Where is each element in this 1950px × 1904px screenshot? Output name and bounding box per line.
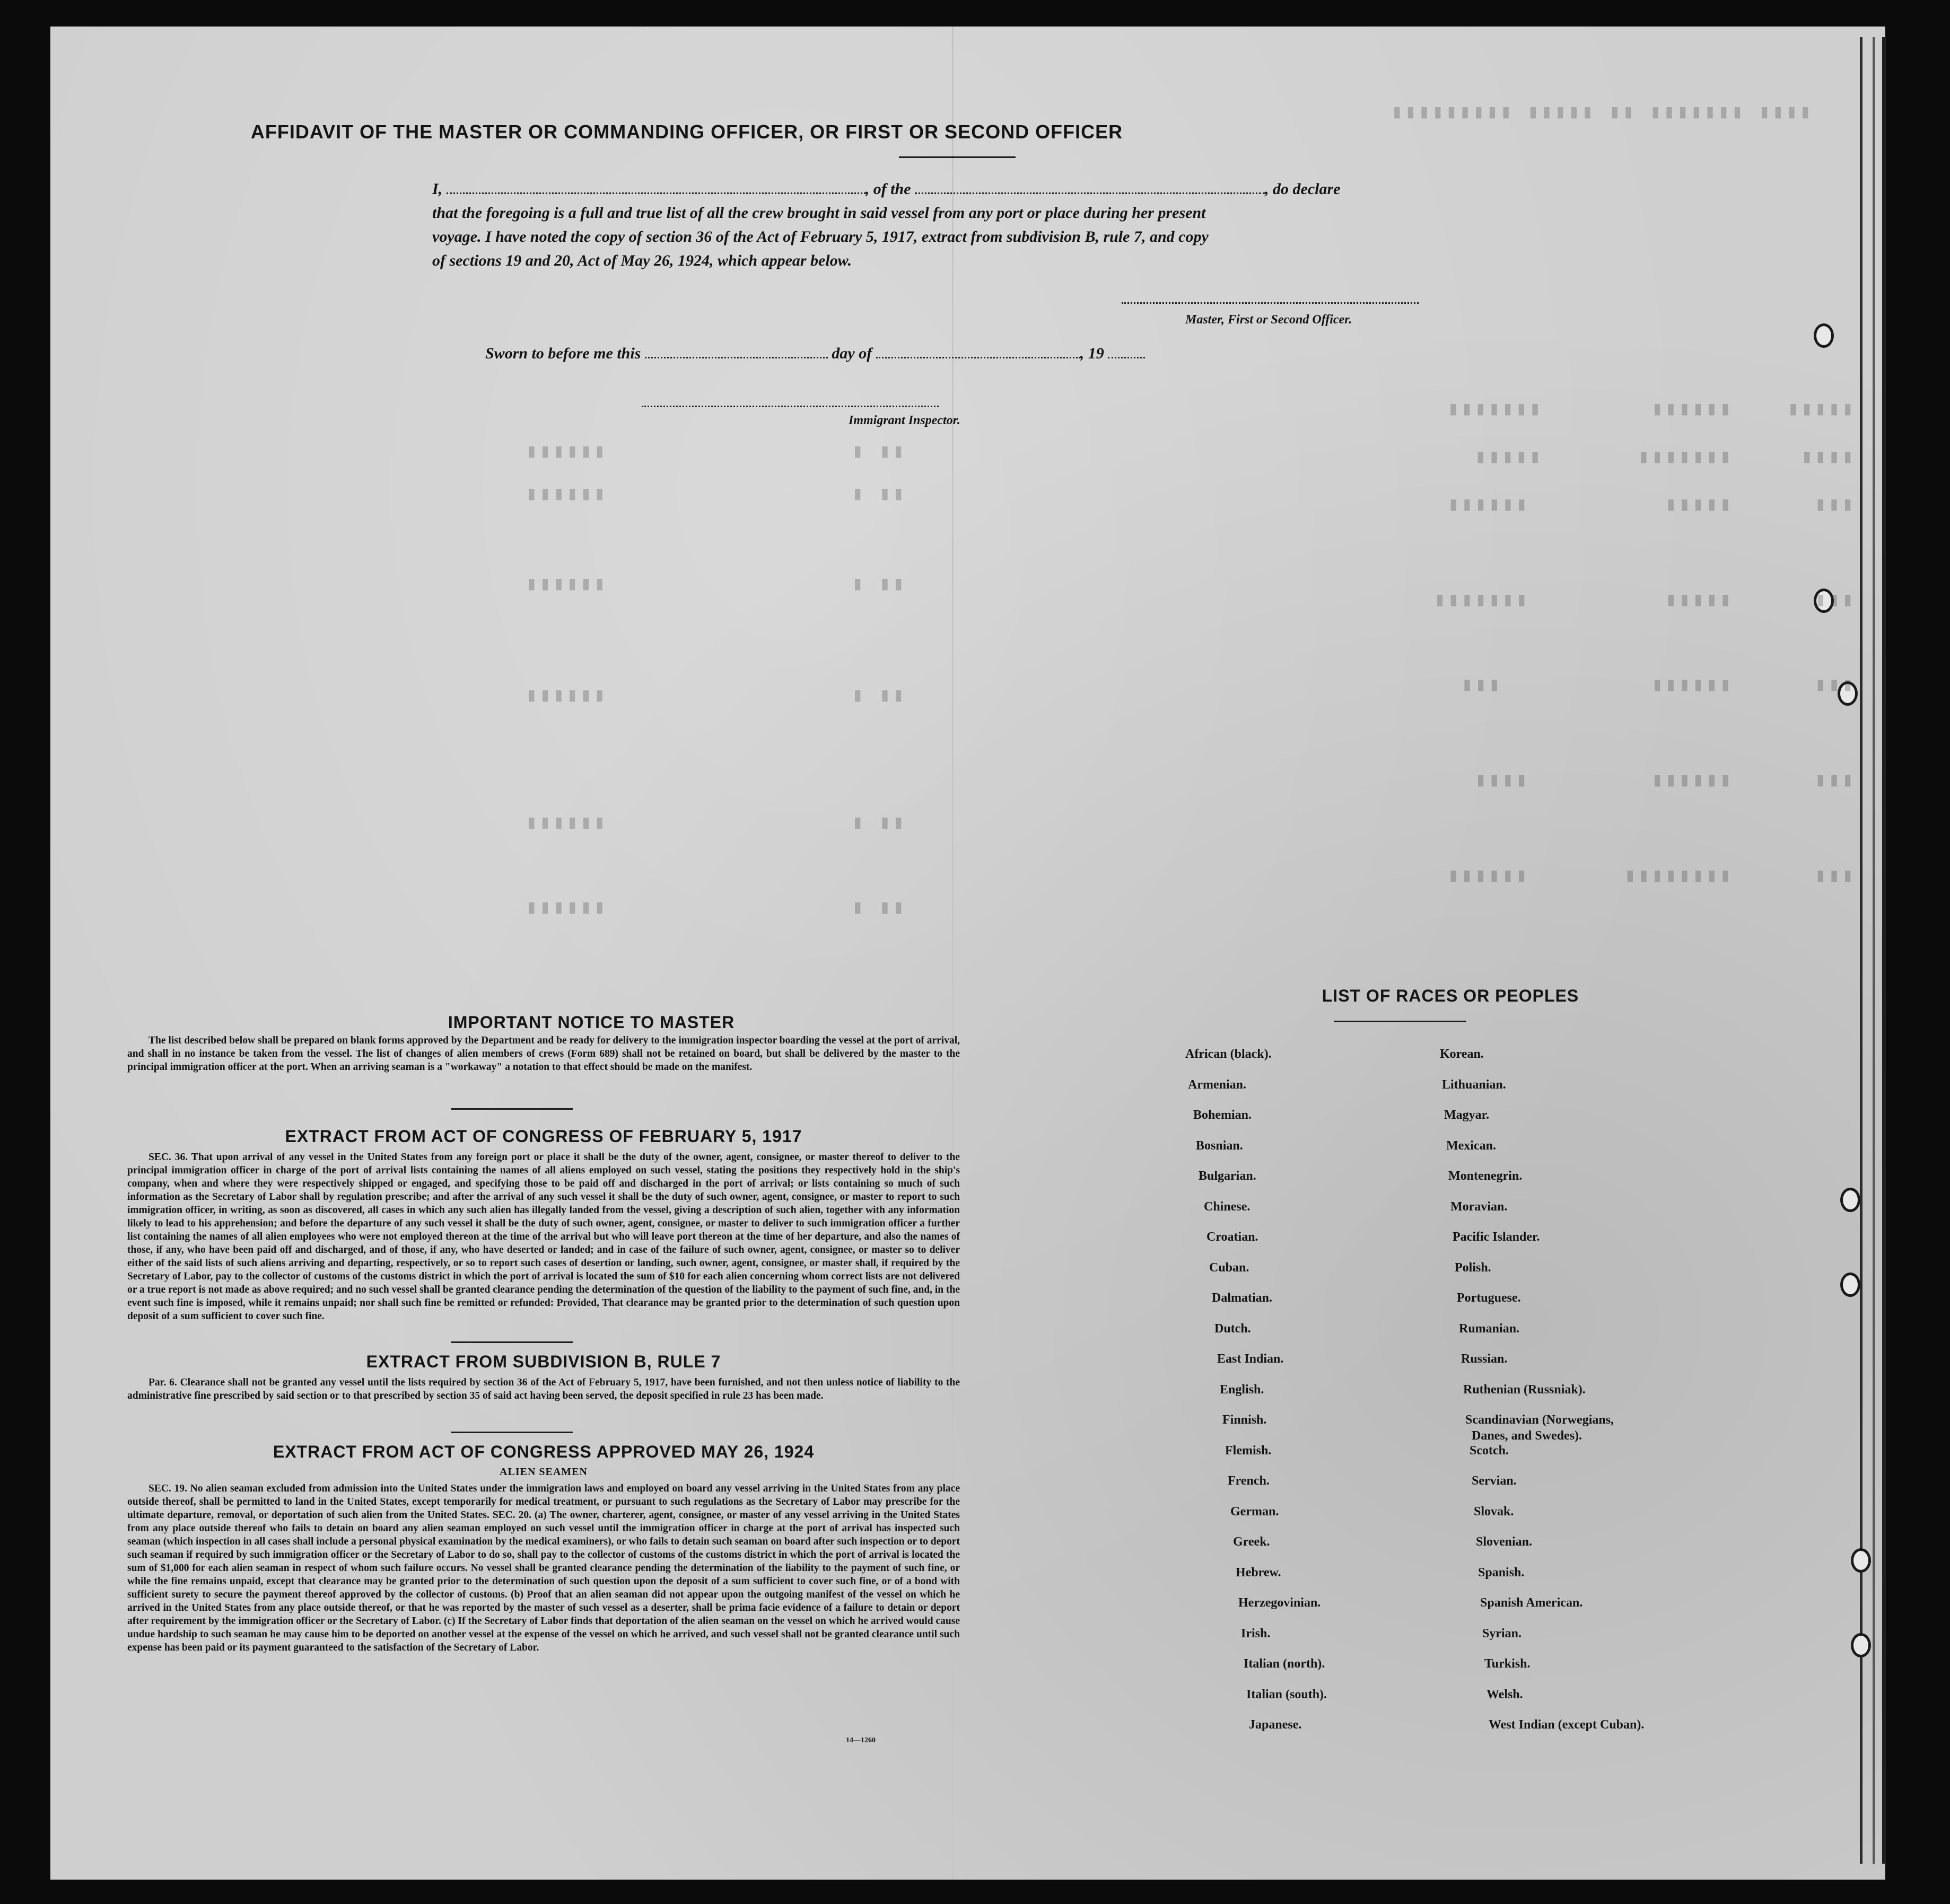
race-item: Danes, and Swedes).	[1472, 1429, 1582, 1443]
master-signature-blank[interactable]	[1122, 302, 1419, 304]
affidavit-line-3: voyage. I have noted the copy of section 36 of the Act of February 5, 1917, extract from subdivision B, rule 7, and copy	[432, 228, 1209, 245]
race-item: Hebrew.	[1236, 1565, 1281, 1580]
name-blank[interactable]	[447, 192, 865, 194]
race-item: Russian.	[1461, 1352, 1508, 1366]
sworn-text: Sworn to before me this	[485, 345, 641, 362]
race-item: Pacific Islander.	[1453, 1230, 1540, 1244]
race-item: Cuban.	[1209, 1260, 1249, 1275]
races-title: LIST OF RACES OR PEOPLES	[1322, 986, 1579, 1005]
race-item: Italian (south).	[1246, 1687, 1327, 1701]
notice-title: IMPORTANT NOTICE TO MASTER	[448, 1013, 735, 1032]
race-item: Flemish.	[1225, 1443, 1272, 1458]
race-item: Italian (north).	[1244, 1657, 1325, 1671]
affidavit-declaration-line	[432, 180, 1472, 198]
race-item: Rumanian.	[1459, 1321, 1520, 1336]
divider	[451, 1432, 573, 1433]
sworn-line	[485, 345, 1525, 363]
race-item: Magyar.	[1444, 1108, 1490, 1122]
race-item: West Indian (except Cuban).	[1489, 1718, 1645, 1732]
act-1917-text: SEC. 36. That upon arrival of any vessel in the United States from any foreign port or place it shall be the duty of the owner, agent, consignee, or master thereof to deliver to the principal immigration officer in charge of the port of arrival lists containing the names of all aliens employed on such vessel, stating the positions they respectively hold in the ship's company, when and where they were respectively shipped or engaged, and specifying those to be paid off and discharged in the port of arrival; or lists containing so much of such information as the Secretary of Labor shall by regulation prescribe; and after the arrival of any such vessel it shall be the duty of such owner, agent, consignee, or master to report to such immigration officer, in writing, as soon as discovered, all cases in which any such alien has illegally landed from the vessel, giving a description of such alien, together with any information likely to lead to his apprehension; and before the departure of any such vessel it shall be the duty of such owner, agent, consignee, or master to deliver to such immigration officer a further list containing the names of all alien employees who were not employed thereon at the time of the arrival but who will leave port thereon at the time of her departure, and also the names of those, if any, who have been paid off and discharged, and of those, if any, who have deserted or landed; and in case of the failure of such owner, agent, consignee, or master so to deliver either of the said lists of such aliens arriving and departing, respectively, or so to report such cases of desertion or landing, such owner, agent, consignee, or master shall, if required by the Secretary of Labor, pay to the collector of customs of the customs district in which the port of arrival is located the sum of $10 for each alien concerning whom correct lists are not delivered or a true report is not made as above required; and no such vessel shall be granted clearance pending the determination of the question of the liability to the payment of such fine, and, in the event such fine is imposed, while it remains unpaid; nor shall such fine be remitted or refunded: Provided, That clearance may be granted prior to the determination of such question upon deposit of a sum sufficient to cover such fine.	[127, 1152, 960, 1322]
page-edge	[1860, 37, 1862, 1864]
affidavit-line-4: of sections 19 and 20, Act of May 26, 1924, which appear below.	[432, 252, 852, 269]
form-number: 14—1260	[846, 1736, 876, 1744]
race-item: Slovenian.	[1476, 1535, 1533, 1549]
day-of-text: day of	[832, 345, 872, 362]
act-1924-title: EXTRACT FROM ACT OF CONGRESS APPROVED MAY 26, 1924	[273, 1442, 815, 1461]
race-item: Bohemian.	[1193, 1108, 1252, 1122]
race-item: Spanish American.	[1480, 1596, 1583, 1610]
divider	[451, 1108, 573, 1110]
race-item: Bulgarian.	[1199, 1169, 1256, 1183]
inspector-label: Immigrant Inspector.	[849, 414, 960, 427]
notice-text: The list described below shall be prepared on blank forms approved by the Department and be ready for delivery to the immigration inspector boarding the vessel at the port of arrival, and shall in no instance be taken from the vessel. The list of changes of alien members of crews (Form 689) shall not be retained on board, but shall be delivered by the master to the principal immigration officer at the port. When an arriving seaman is a "workaway" a notation to that effect should be made on the manifest.	[127, 1035, 960, 1073]
rule-7-title: EXTRACT FROM SUBDIVISION B, RULE 7	[366, 1352, 721, 1371]
affidavit-i: I,	[432, 180, 443, 198]
sworn-year-blank[interactable]	[1108, 357, 1145, 358]
affidavit-line-2: that the foregoing is a full and true list of all the crew brought in said vessel from any port or place during her present	[432, 204, 1206, 222]
race-item: Japanese.	[1249, 1718, 1302, 1732]
affidavit-of-the: , of the	[865, 180, 911, 198]
punch-hole-icon	[1840, 1188, 1860, 1212]
punch-hole-icon	[1838, 681, 1858, 706]
punch-hole-icon	[1814, 589, 1834, 613]
master-label: Master, First or Second Officer.	[1185, 313, 1352, 327]
race-item: Bosnian.	[1196, 1138, 1243, 1153]
race-item: Lithuanian.	[1442, 1077, 1506, 1092]
act-1917-title: EXTRACT FROM ACT OF CONGRESS OF FEBRUARY 5, 1917	[285, 1127, 802, 1146]
race-item: Dalmatian.	[1212, 1291, 1272, 1305]
race-item: Korean.	[1440, 1047, 1484, 1061]
race-item: Dutch.	[1214, 1321, 1251, 1336]
affidavit-title: AFFIDAVIT OF THE MASTER OR COMMANDING OFFICER, OR FIRST OR SECOND OFFICER	[250, 121, 1123, 143]
race-item: French.	[1228, 1474, 1270, 1488]
race-item: Polish.	[1455, 1260, 1491, 1275]
race-item: Syrian.	[1482, 1626, 1522, 1640]
inspector-signature-blank[interactable]	[642, 406, 939, 407]
race-item: Ruthenian (Russniak).	[1463, 1382, 1586, 1397]
race-item: English.	[1220, 1382, 1264, 1397]
race-item: Slovak.	[1474, 1504, 1514, 1519]
race-item: Croatian.	[1206, 1230, 1258, 1244]
page-edge	[1873, 37, 1875, 1864]
punch-hole-icon	[1851, 1633, 1871, 1657]
race-item: Chinese.	[1204, 1199, 1251, 1214]
race-item: Herzegovinian.	[1238, 1596, 1321, 1610]
act-1924-text: SEC. 19. No alien seaman excluded from admission into the United States under the immigration laws and employed on board any vessel arriving in the United States from any place outside thereof, shall be permitted to land in the United States, except temporarily for medical treatment, or pursuant to such regulations as the Secretary of Labor may prescribe for the ultimate departure, removal, or deportation of such alien from the United States. SEC. 20. (a) The owner, charterer, agent, consignee, or master of any vessel arriving in the United States from any place outside thereof who fails to detain on board any alien seaman employed on such vessel until the immigration officer in charge at the port of arrival has inspected such seaman (which inspection in all cases shall include a personal physical examination by the medical examiners), or who fails to detain such seaman on board after such inspection or to deport such seaman if required by such immigration officer or the Secretary of Labor to do so, shall pay to the collector of customs of the customs district in which the port of arrival is located the sum of $1,000 for each alien seaman in respect of whom such failure occurs. No vessel shall be granted clearance pending the determination of the liability to the payment of such fine, or while the fine remains unpaid, except that clearance may be granted prior to the determination of such question upon the deposit of a sum sufficient to cover such fine, or of a bond with sufficient surety to secure the payment thereof approved by the collector of customs. (b) Proof that an alien seaman did not appear upon the outgoing manifest of the vessel on which he arrived in the United States from any place outside thereof, or that he was reported by the master of such vessel as a deserter, shall be prima facie evidence of a failure to detain or deport after requirement by the immigration officer or the Secretary of Labor. (c) If the Secretary of Labor finds that deportation of the alien seaman on the vessel on which he arrived would cause undue hardship to such seaman he may cause him to be deported on another vessel at the expense of the vessel on which he arrived, and such vessel shall not be granted clearance until such expense has been paid or its payment guaranteed to the satisfaction of the Secretary of Labor.	[127, 1483, 960, 1653]
punch-hole-icon	[1840, 1273, 1860, 1297]
race-item: Irish.	[1241, 1626, 1271, 1640]
race-item: Finnish.	[1222, 1413, 1267, 1427]
punch-hole-icon	[1851, 1548, 1871, 1573]
race-item: Welsh.	[1486, 1687, 1523, 1701]
race-item: African (black).	[1185, 1047, 1272, 1061]
sworn-day-blank[interactable]	[645, 357, 828, 358]
sworn-month-blank[interactable]	[876, 357, 1080, 358]
document-page	[50, 27, 1885, 1880]
divider	[451, 1341, 573, 1343]
race-item: Portuguese.	[1457, 1291, 1521, 1305]
race-item: Montenegrin.	[1448, 1169, 1523, 1183]
race-item: East Indian.	[1217, 1352, 1284, 1366]
affidavit-do-declare: , do declare	[1265, 180, 1341, 198]
race-item: Greek.	[1233, 1535, 1270, 1549]
divider	[899, 156, 1016, 158]
race-item: Turkish.	[1484, 1657, 1531, 1671]
bleed-through-texture: ▮▮▮▮ ▮▮▮▮▮▮▮ ▮▮ ▮▮▮▮▮ ▮▮▮▮▮▮▮▮▮ ▮▮▮▮▮ ▮▮▮▮▮▮ ▮▮▮▮▮▮▮ ▮▮▮▮ ▮▮▮▮▮▮▮ ▮▮▮▮▮ ▮▮▮ ▮▮▮▮▮ ▮▮▮▮▮▮ ▮▮▮ ▮▮▮▮▮ ▮▮▮▮▮▮▮ ▮▮▮ ▮▮▮▮▮▮ ▮▮▮ ▮▮▮ ▮▮▮▮▮▮ ▮▮▮▮ ▮▮▮ ▮▮▮▮▮▮▮▮ ▮▮▮▮▮▮ ▮▮ ▮ ▮▮▮▮▮▮ ▮▮ ▮ ▮▮▮▮▮▮ ▮▮ ▮ ▮▮▮▮▮▮ ▮▮ ▮ ▮▮▮▮▮▮ ▮▮ ▮ ▮▮▮▮▮▮ ▮▮ ▮ ▮▮▮▮▮▮	[523, 102, 1853, 919]
race-item: German.	[1230, 1504, 1279, 1519]
page-edge	[1882, 37, 1885, 1864]
act-1924-subtitle: ALIEN SEAMEN	[500, 1466, 588, 1478]
vessel-blank[interactable]	[915, 192, 1265, 194]
rule-7-text: Par. 6. Clearance shall not be granted any vessel until the lists required by section 36 of the Act of February 5, 1917, have been furnished, and not then unless notice of liability to the administrative fine prescribed by said section or to that prescribed by section 35 of said act having been served, the deposit specified in rule 23 has been made.	[127, 1377, 960, 1401]
race-item: Scandinavian (Norwegians,	[1465, 1413, 1614, 1427]
year-text: , 19	[1080, 345, 1104, 362]
divider	[1334, 1021, 1466, 1022]
race-item: Scotch.	[1470, 1443, 1509, 1458]
race-item: Spanish.	[1478, 1565, 1525, 1580]
punch-hole-icon	[1814, 323, 1834, 348]
race-item: Moravian.	[1450, 1199, 1508, 1214]
race-item: Mexican.	[1446, 1138, 1496, 1153]
race-item: Armenian.	[1188, 1077, 1246, 1092]
race-item: Servian.	[1472, 1474, 1517, 1488]
